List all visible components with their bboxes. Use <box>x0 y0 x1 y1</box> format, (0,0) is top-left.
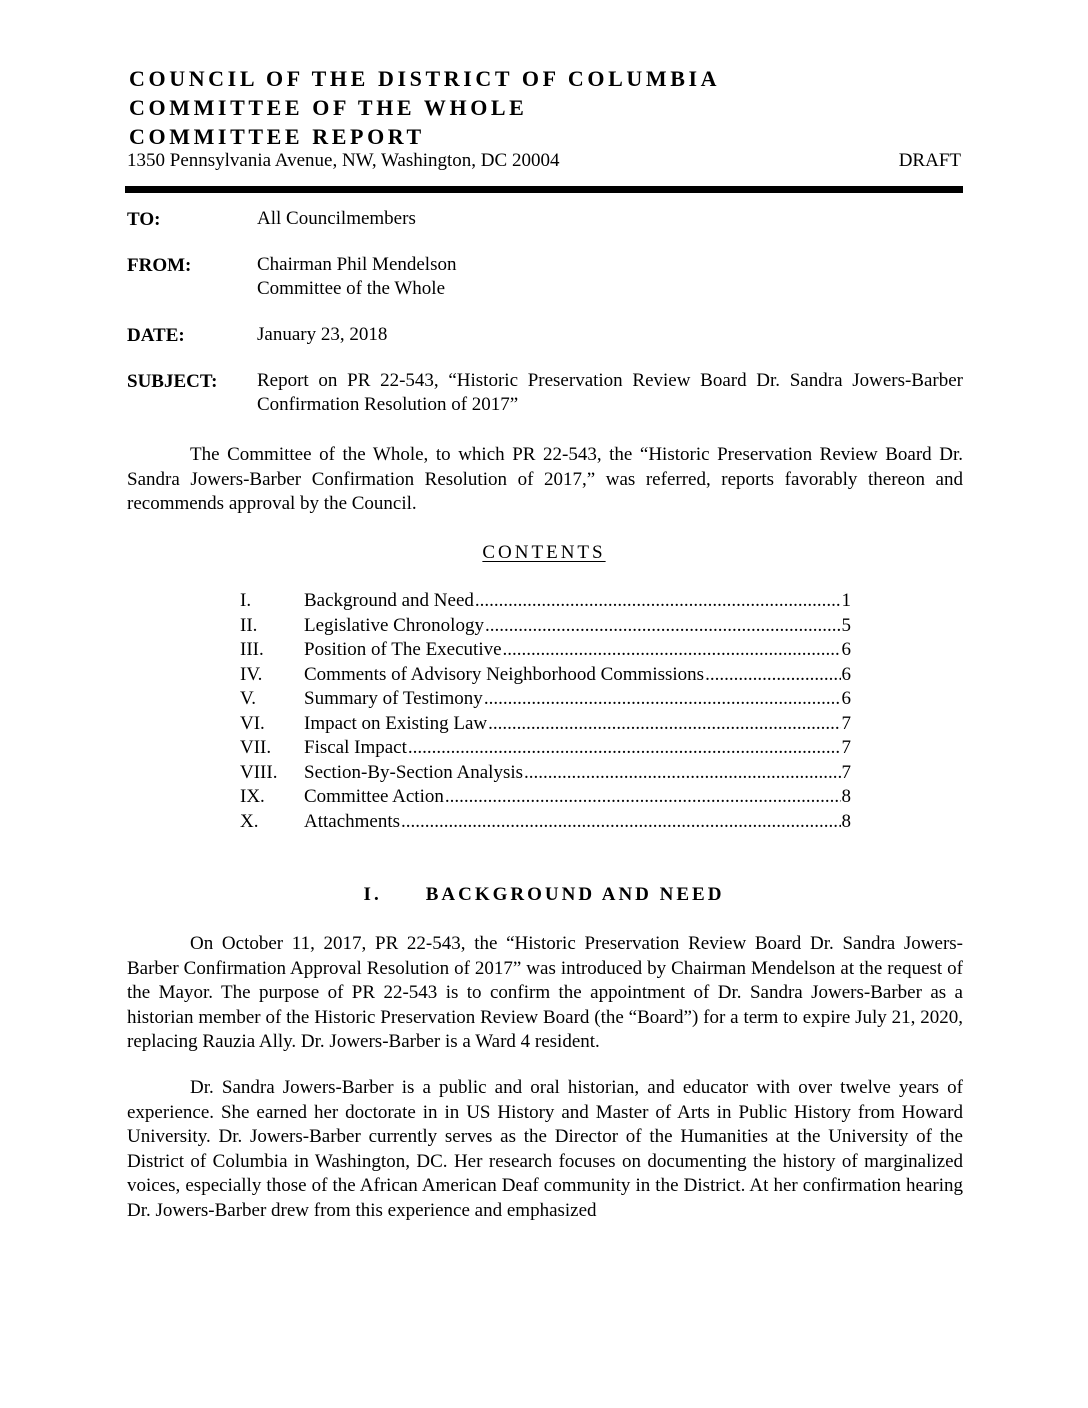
toc-dot-leader <box>445 786 841 808</box>
memo-to-label: TO: <box>127 209 161 230</box>
toc-entry-number: VII. <box>240 737 272 758</box>
toc-dot-leader <box>503 639 841 661</box>
intro-paragraph: The Committee of the Whole, to which PR 22-543, the “Historic Preservation Review Board Dr. Sandra Jowers-Barber Confirmation Resolution of 2017,” was referred, reports favorably thereon and recommends approval by the Council. <box>127 444 963 514</box>
toc-entry[interactable] <box>240 786 851 811</box>
toc-entry[interactable] <box>240 811 851 836</box>
section-title: BACKGROUND AND NEED <box>425 884 725 905</box>
memo-date-value: January 23, 2018 <box>257 324 388 345</box>
contents-heading: CONTENTS <box>482 542 606 563</box>
toc-entry[interactable] <box>240 688 851 713</box>
toc-entry[interactable] <box>240 713 851 738</box>
memo-date-label: DATE: <box>127 325 185 346</box>
toc-entry[interactable] <box>240 590 851 615</box>
toc-dot-leader <box>401 811 840 833</box>
toc-entry-page: 7 <box>841 737 851 758</box>
toc-entry-title: Background and Need <box>304 590 474 611</box>
section-number: I. <box>363 884 382 905</box>
toc-entry-title: Impact on Existing Law <box>304 712 488 734</box>
toc-entry-page: 1 <box>841 590 851 611</box>
toc-entry-page: 7 <box>841 712 851 734</box>
toc-entry-title: Committee Action <box>304 786 444 807</box>
toc-entry-number: IX. <box>240 786 265 807</box>
toc-entry-title: Summary of Testimony <box>304 688 483 709</box>
toc-entry-number: IV. <box>240 663 263 685</box>
header-report-type: COMMITTEE REPORT <box>129 124 425 149</box>
toc-entry-number: X. <box>240 810 259 832</box>
toc-entry-title: Position of The Executive <box>304 639 502 660</box>
header-council-name: COUNCIL OF THE DISTRICT OF COLUMBIA <box>129 66 721 91</box>
toc-dot-leader <box>408 737 841 759</box>
table-of-contents <box>240 590 851 835</box>
memo-to-value: All Councilmembers <box>257 208 416 229</box>
toc-entry-page: 6 <box>841 639 851 660</box>
toc-entry[interactable] <box>240 615 851 640</box>
draft-status: DRAFT <box>898 150 961 171</box>
toc-entry-number: III. <box>240 639 264 660</box>
toc-entry-page: 7 <box>841 761 851 783</box>
toc-entry-title: Attachments <box>304 810 401 832</box>
toc-entry-page: 8 <box>841 810 851 832</box>
toc-dot-leader <box>488 713 840 735</box>
memo-subject-label: SUBJECT: <box>127 371 218 392</box>
toc-entry-title: Section-By-Section Analysis <box>304 761 524 783</box>
section-heading-background <box>0 884 1088 906</box>
header-rule <box>125 186 963 193</box>
toc-dot-leader <box>484 688 841 710</box>
toc-entry[interactable] <box>240 639 851 664</box>
toc-entry-number: VI. <box>240 712 265 734</box>
toc-dot-leader <box>475 590 841 612</box>
toc-entry[interactable] <box>240 664 851 689</box>
memo-from-value-line2: Committee of the Whole <box>257 278 446 299</box>
toc-entry-title: Fiscal Impact <box>304 737 407 758</box>
memo-subject-value: Report on PR 22-543, “Historic Preservation Review Board Dr. Sandra Jowers-Barber Confirmation Resolution of 2017” <box>257 370 963 415</box>
memo-from-label: FROM: <box>127 255 192 276</box>
toc-dot-leader <box>485 615 841 637</box>
toc-entry-number: II. <box>240 614 258 636</box>
toc-entry-page: 6 <box>841 688 851 709</box>
background-paragraph-1: On October 11, 2017, PR 22-543, the “Historic Preservation Review Board Dr. Sandra Jowers-Barber Confirmation Approval Resolution of 2017” was introduced by Chairman Mendelson at the request of the Mayor. The purpose of PR 22-543 is to confirm the appointment of Dr. Sandra Jowers-Barber as a historian member of the Historic Preservation Review Board (the “Board”) for a term to expire July 21, 2020, replacing Rauzia Ally. Dr. Jowers-Barber is a Ward 4 resident. <box>127 933 963 1052</box>
header-address: 1350 Pennsylvania Avenue, NW, Washington, DC 20004 <box>127 150 560 171</box>
toc-entry-title: Comments of Advisory Neighborhood Commissions <box>304 663 705 685</box>
toc-entry-title: Legislative Chronology <box>304 614 484 636</box>
toc-entry-page: 6 <box>841 663 851 685</box>
toc-entry-number: VIII. <box>240 761 278 783</box>
toc-entry-number: V. <box>240 688 257 709</box>
toc-dot-leader <box>524 762 840 784</box>
header-committee-name: COMMITTEE OF THE WHOLE <box>129 95 528 120</box>
toc-dot-leader <box>705 664 840 686</box>
toc-entry[interactable] <box>240 762 851 787</box>
background-paragraph-2: Dr. Sandra Jowers-Barber is a public and oral historian, and educator with over twelve years of experience. She earned her doctorate in in US History and Master of Arts in Public History from Howard University. Dr. Jowers-Barber currently serves as the Director of the Humanities at the University of the District of Columbia in Washington, DC. Her research focuses on documenting the history of marginalized voices, especially those of the African American Deaf community in the District. At her confirmation hearing Dr. Jowers-Barber drew from this experience and emphasized <box>127 1077 963 1221</box>
toc-entry-number: I. <box>240 590 252 611</box>
toc-entry-page: 8 <box>841 786 851 807</box>
toc-entry[interactable] <box>240 737 851 762</box>
toc-entry-page: 5 <box>841 614 851 636</box>
memo-from-value-line1: Chairman Phil Mendelson <box>257 254 457 275</box>
